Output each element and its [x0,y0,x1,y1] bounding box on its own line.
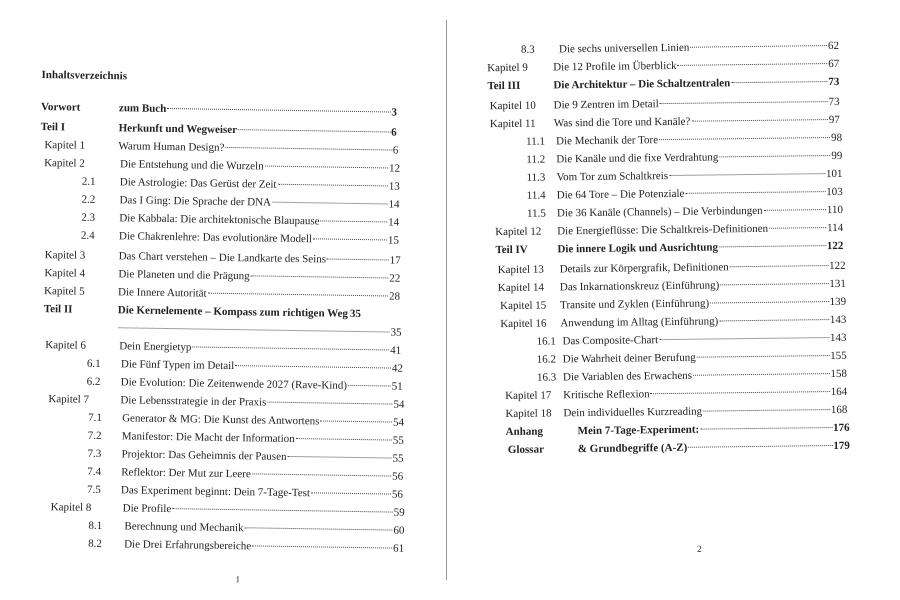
toc-entry [500,314,846,334]
toc-leader [710,300,829,303]
toc-entry-text: Die 9 Zentren im Detail [553,98,659,112]
toc-leader [669,172,825,176]
toc-leader [311,491,391,494]
toc-entry-text: Die innere Logik und Ausrichtung [557,241,719,256]
toc-entry [505,386,847,406]
toc-entry-label: Anhang [505,425,544,439]
toc-entry [81,230,399,251]
toc-entry [527,186,843,206]
toc-entry-text: Die Energieflüsse: Die Schaltkreis-Definitionen [557,222,769,238]
toc-entry [44,303,400,325]
toc-entry-label: Kapitel 10 [489,99,536,113]
toc-entry-page: 14 [388,216,400,229]
toc-leader [691,118,827,122]
toc-entry-page: 67 [828,57,840,71]
toc-entry-label: Kapitel 16 [500,317,547,331]
toc-leader [267,401,392,405]
toc-entry-page: 54 [392,416,405,429]
toc-entry-page: 164 [830,385,848,399]
toc-leader [719,244,826,247]
toc-leader [245,526,393,530]
toc-entry-label: 6.2 [86,375,101,388]
toc-entry-text: Das I Ging: Die Sprache der DNA [119,194,272,209]
toc-leader [320,419,392,422]
toc-entry [88,538,404,559]
toc-entry-text: Die Lebensstrategie in der Praxis [120,394,267,409]
toc-entry [498,260,846,280]
toc-entry-text: Die Kabbala: Die architektonische Blaupause [119,212,320,228]
toc-entry-page: 55 [392,434,404,447]
toc-entry-label: 2.1 [81,175,96,188]
toc-entry-label: Glossar [507,443,544,456]
toc-entry-page: 14 [388,198,400,211]
toc-entry-page: 6 [391,126,397,139]
toc-entry-text: zum Buch [118,102,167,115]
toc-entry-label: Kapitel 13 [497,263,544,277]
toc-entry-text: Die 64 Tore – Die Potenziale [556,187,685,202]
toc-entry-page: 62 [827,39,840,53]
toc-entry-label: 2.4 [80,229,95,242]
toc-entry-page: 158 [830,367,848,381]
toc-leader [703,408,830,412]
toc-entry-page: 3 [391,106,398,119]
toc-leader [287,455,391,459]
toc-leader [719,154,830,157]
toc-entry-text: Herkunft und Wegweiser [118,122,238,137]
toc-entry-page: 15 [387,234,400,247]
toc-entry-label: Kapitel 7 [48,393,90,406]
toc-entry-label: Kapitel 11 [489,117,536,131]
toc-leader [731,80,827,83]
toc-entry-text: Dein individuelles Kurzreading [563,405,703,420]
page-number: 2 [697,543,702,554]
toc-leader [700,426,832,430]
toc-entry-label: 16.3 [536,371,557,384]
toc-entry [487,76,839,96]
toc-entry [505,404,847,424]
toc-entry-text: Kritische Reflexion [563,388,650,402]
toc-entry-text: Die 12 Profile im Überblick [553,59,677,74]
toc-entry-page: 143 [829,331,847,345]
toc-entry [536,332,846,352]
toc-entry-text: Reflektor: Der Mut zur Leere [121,466,251,481]
toc-leader [252,472,392,476]
toc-entry-page: 28 [388,290,401,303]
toc-leader [235,364,391,368]
toc-entry-text: Das Experiment beginnt: Dein 7-Tage-Test [120,484,311,500]
toc-entry [495,222,843,242]
toc-entry-label: Kapitel 5 [44,285,85,298]
toc-entry-page: 122 [829,259,846,273]
toc-entry-label: 16.1 [536,335,556,348]
toc-entry [41,101,397,123]
toc-entry-text: Die Planeten und die Prägung [118,268,250,283]
toc-entry-page: 60 [393,524,405,537]
toc-entry-page: 41 [390,344,402,357]
toc-entry-text: Die Kanäle und die fixe Verdrahtung [556,151,719,166]
toc-entry-page: 12 [388,162,401,175]
toc-entry-page: 35 [349,307,362,321]
toc-leader [764,208,826,211]
toc-leader [225,146,391,151]
toc-leader [660,100,828,104]
page-number: 1 [235,574,241,585]
toc-entry [490,114,840,134]
toc-leader [688,444,832,448]
toc-entry-text: Das Inkarnationskreuz (Einführung) [559,279,720,294]
toc-entry [500,296,846,316]
toc-entry-label: 11.3 [526,171,546,184]
toc-leader [690,44,827,48]
toc-entry-page: 179 [833,439,850,453]
toc-entry-label: 7.1 [88,411,102,425]
toc-leader [697,354,829,358]
toc-leader [730,264,828,267]
toc-entry-label: 7.5 [86,483,101,496]
toc-entry [526,132,842,152]
toc-entry [490,96,840,116]
toc-entry-text: Die Wahrheit deiner Berufung [562,351,696,366]
toc-entry-label: Kapitel 14 [497,281,545,295]
toc-entry-label: Kapitel 12 [495,225,542,239]
toc-entry [117,322,401,342]
toc-entry-text: Die Entstehung und die Wurzeln [120,158,264,173]
toc-entry-page: 131 [829,277,846,291]
toc-entry-label: 11.1 [526,135,546,148]
toc-entry-page: 139 [829,295,847,309]
toc-leader [769,226,826,229]
toc-entry-page: 101 [825,167,843,181]
toc-page-left [9,5,450,594]
toc-entry-label: 7.2 [87,429,102,442]
toc-leader [693,372,830,376]
toc-leader [321,219,388,222]
toc-entry-label: Kapitel 4 [44,267,86,280]
toc-entry-text: Berechnung und Mechanik [124,520,244,535]
toc-leader [252,544,392,548]
toc-entry [537,368,847,388]
toc-entry-label: Teil IV [495,243,528,257]
toc-entry-label: 7.4 [87,465,102,478]
toc-entry-text: Generator & MG: Die Kunst des Antwortens [122,412,320,428]
toc-entry-label: 8.1 [88,519,103,533]
toc-entry-text: Was sind die Tore und Kanäle? [553,115,691,130]
toc-entry [526,150,842,170]
toc-entry [527,204,843,224]
toc-entry-text: Die 36 Kanäle (Channels) – Die Verbindungen [556,204,763,220]
toc-entry [521,40,839,60]
toc-entry-label: Kapitel 18 [505,407,552,421]
toc-leader [251,274,389,278]
toc-entry-label: Kapitel 15 [500,299,547,313]
toc-entry [495,240,843,260]
book-spine [446,20,447,580]
toc-entry-text: Die Drei Erfahrungsbereiche [124,538,252,553]
toc-entry-text: Warum Human Design? [118,140,225,154]
toc-entry-label: 11.2 [526,153,546,166]
toc-entry-page: 42 [391,362,404,375]
toc-entry-text: Projektor: Das Geheimnis der Pausen [121,448,287,463]
toc-leader [296,437,392,441]
toc-entry-text: Manifestor: Die Macht der Information [121,430,295,446]
toc-entry-label: Kapitel 8 [50,501,92,514]
toc-leader [719,318,829,321]
toc-entry-label: Teil III [487,79,521,93]
toc-leader [327,258,389,261]
toc-entry-label: Vorwort [40,101,81,114]
toc-entry-label: Kapitel 1 [44,139,86,152]
toc-entry-text: Details zur Körpergrafik, Definitionen [559,261,729,276]
toc-entry-label: Teil II [43,303,73,316]
toc-entry-label: Kapitel 17 [505,389,552,403]
toc-leader [272,201,388,205]
toc-entry-page: 143 [829,313,847,327]
toc-entry-text: Die Kernelemente – Kompass zum richtigen Weg [117,304,349,320]
toc-entry-label: Kapitel 6 [45,339,86,352]
toc-leader [685,190,825,194]
toc-entry-page: 22 [389,272,401,285]
toc-entry-page: 59 [393,506,405,519]
toc-leader [651,390,830,394]
toc-entry-page: 61 [393,542,405,555]
toc-leader [678,62,828,66]
toc-leader [208,292,388,297]
toc-entry-text: Mein 7-Tage-Experiment: [577,423,700,438]
toc-entry-page: 122 [826,239,844,253]
toc-entry [537,350,847,370]
toc-entry-label: Teil I [40,121,66,134]
toc-entry-text: Vom Tor zum Schaltkreis [556,170,669,184]
toc-entry-label: Kapitel 9 [487,61,528,75]
toc-entry-text: Das Chart verstehen – Die Landkarte des Seins [118,250,327,266]
toc-entry-label: 11.4 [526,189,546,202]
toc-entry-label: 6.1 [86,357,101,370]
toc-entry-page: 35 [390,326,402,339]
toc-entry-text: Die Variablen des Erwachens [562,369,693,384]
toc-entry-text: Die Mechanik der Tore [556,134,659,148]
toc-entry-text: Die Chakrenlehre: Das evolutionäre Modell [118,230,313,246]
toc-entry-page: 99 [831,149,843,163]
toc-entry-text: Die Astrologie: Das Gerüst der Zeit [119,176,277,191]
toc-leader [265,165,388,169]
toc-entry-page: 13 [388,180,400,193]
toc-leader [119,326,390,332]
toc-leader [348,384,391,387]
toc-entry-label: 11.5 [526,207,546,220]
toc-entry-label: 2.2 [81,193,96,206]
toc-entry-page: 17 [389,254,401,267]
toc-entry-page: 97 [828,113,840,127]
toc-entry-label: 2.3 [81,211,96,224]
toc-entry-page: 73 [828,95,840,109]
toc-entry-text: Die Evolution: Die Zeitenwende 2027 (Rave-Kind) [120,376,348,392]
toc-entry-text: Transite und Zyklen (Einführung) [560,297,710,312]
toc-entry-text: Die Profile [122,502,172,516]
toc-entry [498,278,846,298]
toc-entry-page: 51 [391,380,403,393]
toc-entry-text: Die sechs universellen Linien [558,41,690,56]
toc-entry-text: Die Innere Autorität [117,286,207,300]
toc-entry [487,58,839,78]
toc-leader [167,107,390,113]
toc-leader [172,507,392,512]
toc-entry [506,422,850,442]
toc-leader [659,136,830,140]
toc-leader [192,345,389,350]
toc-entry-text: & Grundbegriffe (A-Z) [577,441,688,456]
toc-entry-text: Die Architektur – Die Schaltzentralen [553,77,731,92]
toc-entry-page: 55 [392,452,404,465]
toc-entry-page: 114 [827,221,844,235]
toc-leader [313,237,387,240]
toc-entry-page: 56 [392,470,404,483]
toc-entry-label: Kapitel 3 [44,249,86,262]
toc-entry-page: 73 [828,75,840,89]
toc-heading: Inhaltsverzeichnis [41,69,128,83]
toc-leader [278,183,388,187]
toc-entry-page: 176 [833,421,850,435]
toc-leader [238,128,390,132]
toc-entry-page: 6 [392,144,399,157]
toc-entry-label: 8.3 [520,43,535,56]
toc-leader [720,282,828,285]
toc-leader [659,336,829,340]
toc-entry-page: 54 [393,398,405,411]
toc-entry [508,440,850,460]
toc-entry-page: 56 [391,488,404,501]
toc-entry-page: 110 [826,203,844,217]
toc-page-right [448,3,891,590]
toc-entry-page: 155 [830,349,847,363]
toc-entry-text: Anwendung im Alltag (Einführung) [560,315,719,330]
toc-entry-page: 168 [830,403,848,417]
toc-entry-page: 98 [830,131,843,145]
toc-entry [526,168,842,188]
toc-entry-label: 7.3 [87,447,102,460]
toc-entry-text: Die Fünf Typen im Detail [120,358,235,373]
toc-entry-label: Kapitel 2 [44,157,85,170]
toc-entry-label: 8.2 [88,537,102,551]
toc-entry-text: Das Composite-Chart [562,334,659,348]
toc-entry-page: 103 [826,185,843,199]
toc-entry-text: Dein Energietyp [119,340,192,354]
toc-entry-label: 16.2 [536,353,557,366]
